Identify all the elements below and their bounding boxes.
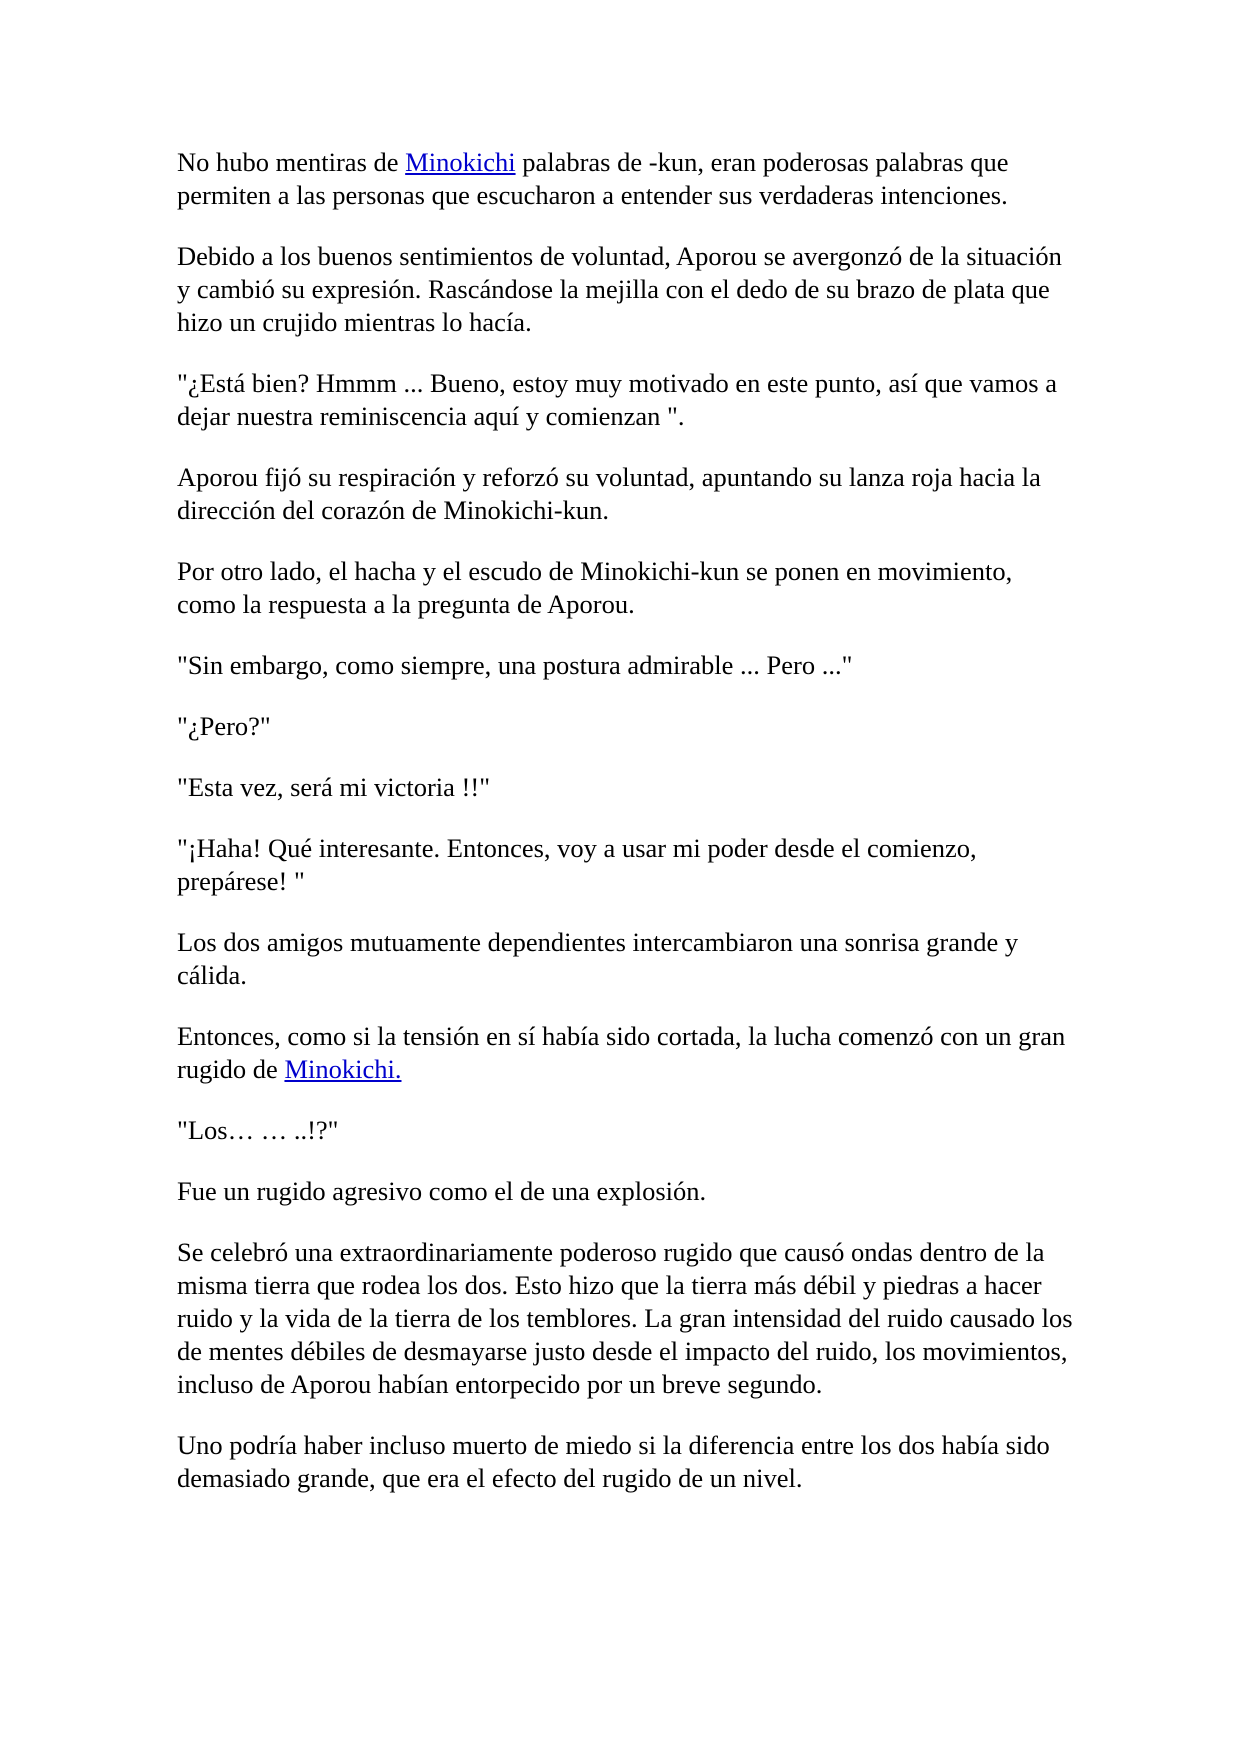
minokichi-link[interactable]: Minokichi [405, 147, 516, 177]
paragraph-4: Aporou fijó su respiración y reforzó su voluntad, apuntando su lanza roja hacia la dirección del corazón de Minokichi-kun. [177, 462, 1041, 525]
paragraph-5: Por otro lado, el hacha y el escudo de Minokichi-kun se ponen en movimiento, como la respuesta a la pregunta de Aporou. [177, 556, 1013, 619]
paragraph-11 [177, 1020, 1077, 1086]
paragraph-7: "¿Pero?" [177, 711, 271, 741]
paragraph-13: Fue un rugido agresivo como el de una explosión. [177, 1176, 707, 1206]
paragraph-1-text-start: No hubo mentiras de [177, 147, 406, 177]
minokichi-link-2[interactable]: Minokichi. [284, 1054, 402, 1084]
paragraph-11-text-start: Entonces, como si la tensión en sí había sido cortada, la lucha comenzó con un gran rugido de [177, 1021, 1066, 1084]
paragraph-15: Uno podría haber incluso muerto de miedo si la diferencia entre los dos había sido demasiado grande, que era el efecto del rugido de un nivel. [177, 1430, 1050, 1493]
paragraph-1-text-end: palabras de -kun, eran poderosas palabras que permiten a las personas que escucharon a entender sus verdaderas intenciones. [177, 147, 1009, 210]
paragraph-14: Se celebró una extraordinariamente poderoso rugido que causó ondas dentro de la misma tierra que rodea los dos. Esto hizo que la tierra más débil y piedras a hacer ruido y la vida de la tierra de los temblores. La gran intensidad del ruido causado los de mentes débiles de desmayarse justo desde el impacto del ruido, los movimientos, incluso de Aporou habían entorpecido por un breve segundo. [177, 1237, 1073, 1399]
paragraph-1 [177, 146, 1077, 212]
paragraph-3: "¿Está bien? Hmmm ... Bueno, estoy muy motivado en este punto, así que vamos a dejar nuestra reminiscencia aquí y comienzan ". [177, 368, 1057, 431]
paragraph-2: Debido a los buenos sentimientos de voluntad, Aporou se avergonzó de la situación y cambió su expresión. Rascándose la mejilla con el dedo de su brazo de plata que hizo un crujido mientras lo hacía. [177, 241, 1062, 337]
paragraph-6: "Sin embargo, como siempre, una postura admirable ... Pero ..." [177, 650, 853, 680]
paragraph-8: "Esta vez, será mi victoria !!" [177, 772, 491, 802]
paragraph-9: "¡Haha! Qué interesante. Entonces, voy a usar mi poder desde el comienzo, prepárese! " [177, 833, 977, 896]
paragraph-12: "Los… … ..!?" [177, 1115, 339, 1145]
paragraph-10: Los dos amigos mutuamente dependientes intercambiaron una sonrisa grande y cálida. [177, 927, 1019, 990]
document-page [177, 146, 1077, 1523]
